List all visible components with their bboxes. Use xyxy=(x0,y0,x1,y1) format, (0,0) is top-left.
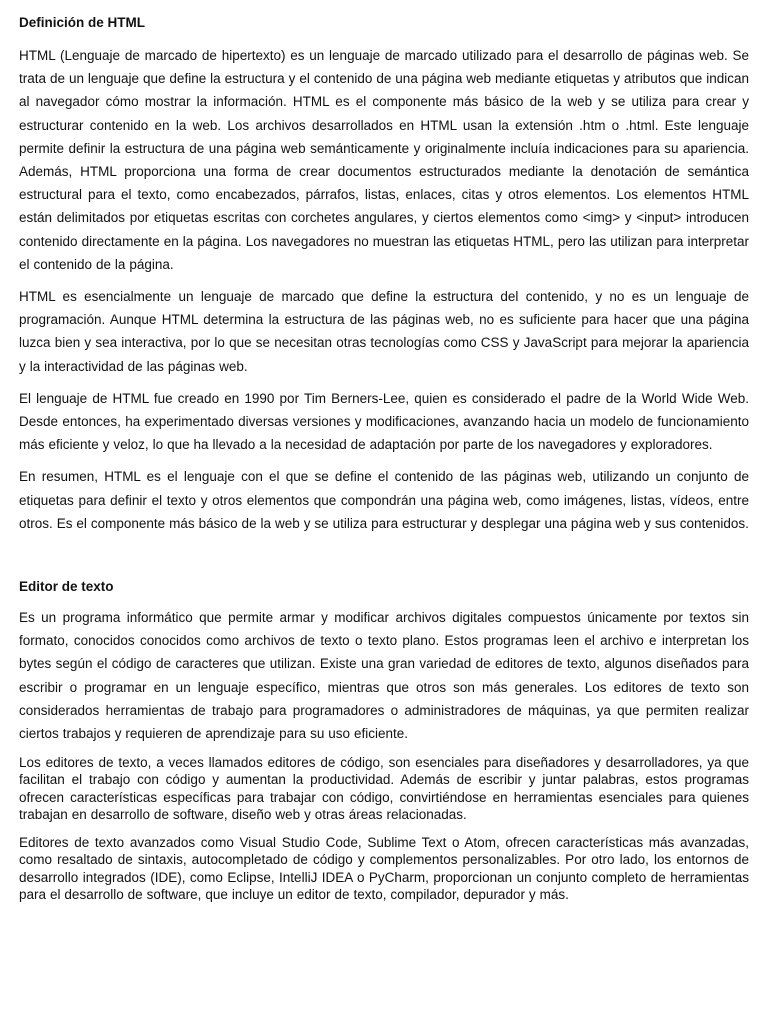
paragraph-editor-advanced: Editores de texto avanzados como Visual Studio Code, Sublime Text o Atom, ofrecen características más avanzadas, como resaltado de sintaxis, autocompletado de código y complementos personalizables. Por otro lado, los entornos de desarrollo integrados (IDE), como Eclipse, IntelliJ IDEA o PyCharm, proporcionan un conjunto completo de herramientas para el desarrollo de software, que incluye un editor de texto, compilador, depurador y más. xyxy=(19,835,749,902)
paragraph-html-definition: HTML (Lenguaje de marcado de hipertexto) es un lenguaje de marcado utilizado para el desarrollo de páginas web. Se trata de un lenguaje que define la estructura y el contenido de una página web mediante etiquetas y atributos que indican al navegador cómo mostrar la información. HTML es el componente más básico de la web y se utiliza para crear y estructurar contenido en la web. Los archivos desarrollados en HTML usan la extensión .htm o .html. Este lenguaje permite definir la estructura de una página web semánticamente y originalmente incluía indicaciones para su apariencia. Además, HTML proporciona una forma de crear documentos estructurados mediante la denotación de semántica estructural para el texto, como encabezados, párrafos, listas, enlaces, citas y otros elementos. Los elementos HTML están delimitados por etiquetas escritas con corchetes angulares, y ciertos elementos como <img> y <input> introducen contenido directamente en la página. Los navegadores no muestran las etiquetas HTML, pero las utilizan para interpretar el contenido de la página. xyxy=(19,48,749,272)
section-heading-html: Definición de HTML xyxy=(19,15,145,30)
section-spacer xyxy=(19,544,749,576)
paragraph-html-history: El lenguaje de HTML fue creado en 1990 por Tim Berners-Lee, quien es considerado el padre de la World Wide Web. Desde entonces, ha experimentado diversas versiones y modificaciones, avanzando hacia un modelo de funcionamiento más eficiente y veloz, lo que ha llevado a la necesidad de adaptación por parte de los navegadores y exploradores. xyxy=(19,390,749,453)
paragraph-editor-importance: Los editores de texto, a veces llamados editores de código, son esenciales para diseñadores y desarrolladores, ya que facilitan el trabajo con código y aumentan la productividad. Además de escribir y juntar palabras, estos programas ofrecen características específicas para trabajar con código, convirtiéndose en herramientas esenciales para quienes trabajan en desarrollo de software, diseño web y otras áreas relacionadas. xyxy=(19,755,749,822)
section-heading-editor: Editor de texto xyxy=(19,579,114,595)
paragraph-editor-definition: Es un programa informático que permite armar y modificar archivos digitales compuestos únicamente por textos sin formato, conocidos conocidos como archivos de texto o texto plano. Estos programas leen el archivo e interpretan los bytes según el código de caracteres que utilizan. Existe una gran variedad de editores de texto, algunos diseñados para escribir o programar en un lenguaje específico, mientras que otros son más generales. Los editores de texto son considerados herramientas de trabajo para programadores o administradores de máquinas, ya que permiten realizar ciertos trabajos y requieren de aprendizaje para su uso eficiente. xyxy=(19,610,749,742)
paragraph-html-markup: HTML es esencialmente un lenguaje de marcado que define la estructura del contenido, y no es un lenguaje de programación. Aunque HTML determina la estructura de las páginas web, no es suficiente para hacer que una página luzca bien y sea interactiva, por lo que se necesitan otras tecnologías como CSS y JavaScript para mejorar la apariencia y la interactividad de las páginas web. xyxy=(19,289,749,374)
paragraph-html-summary: En resumen, HTML es el lenguaje con el que se define el contenido de las páginas web, utilizando un conjunto de etiquetas para definir el texto y otros elementos que compondrán una página web, como imágenes, listas, vídeos, entre otros. Es el componente más básico de la web y se utiliza para estructurar y desplegar una página web y sus contenidos. xyxy=(19,469,749,531)
